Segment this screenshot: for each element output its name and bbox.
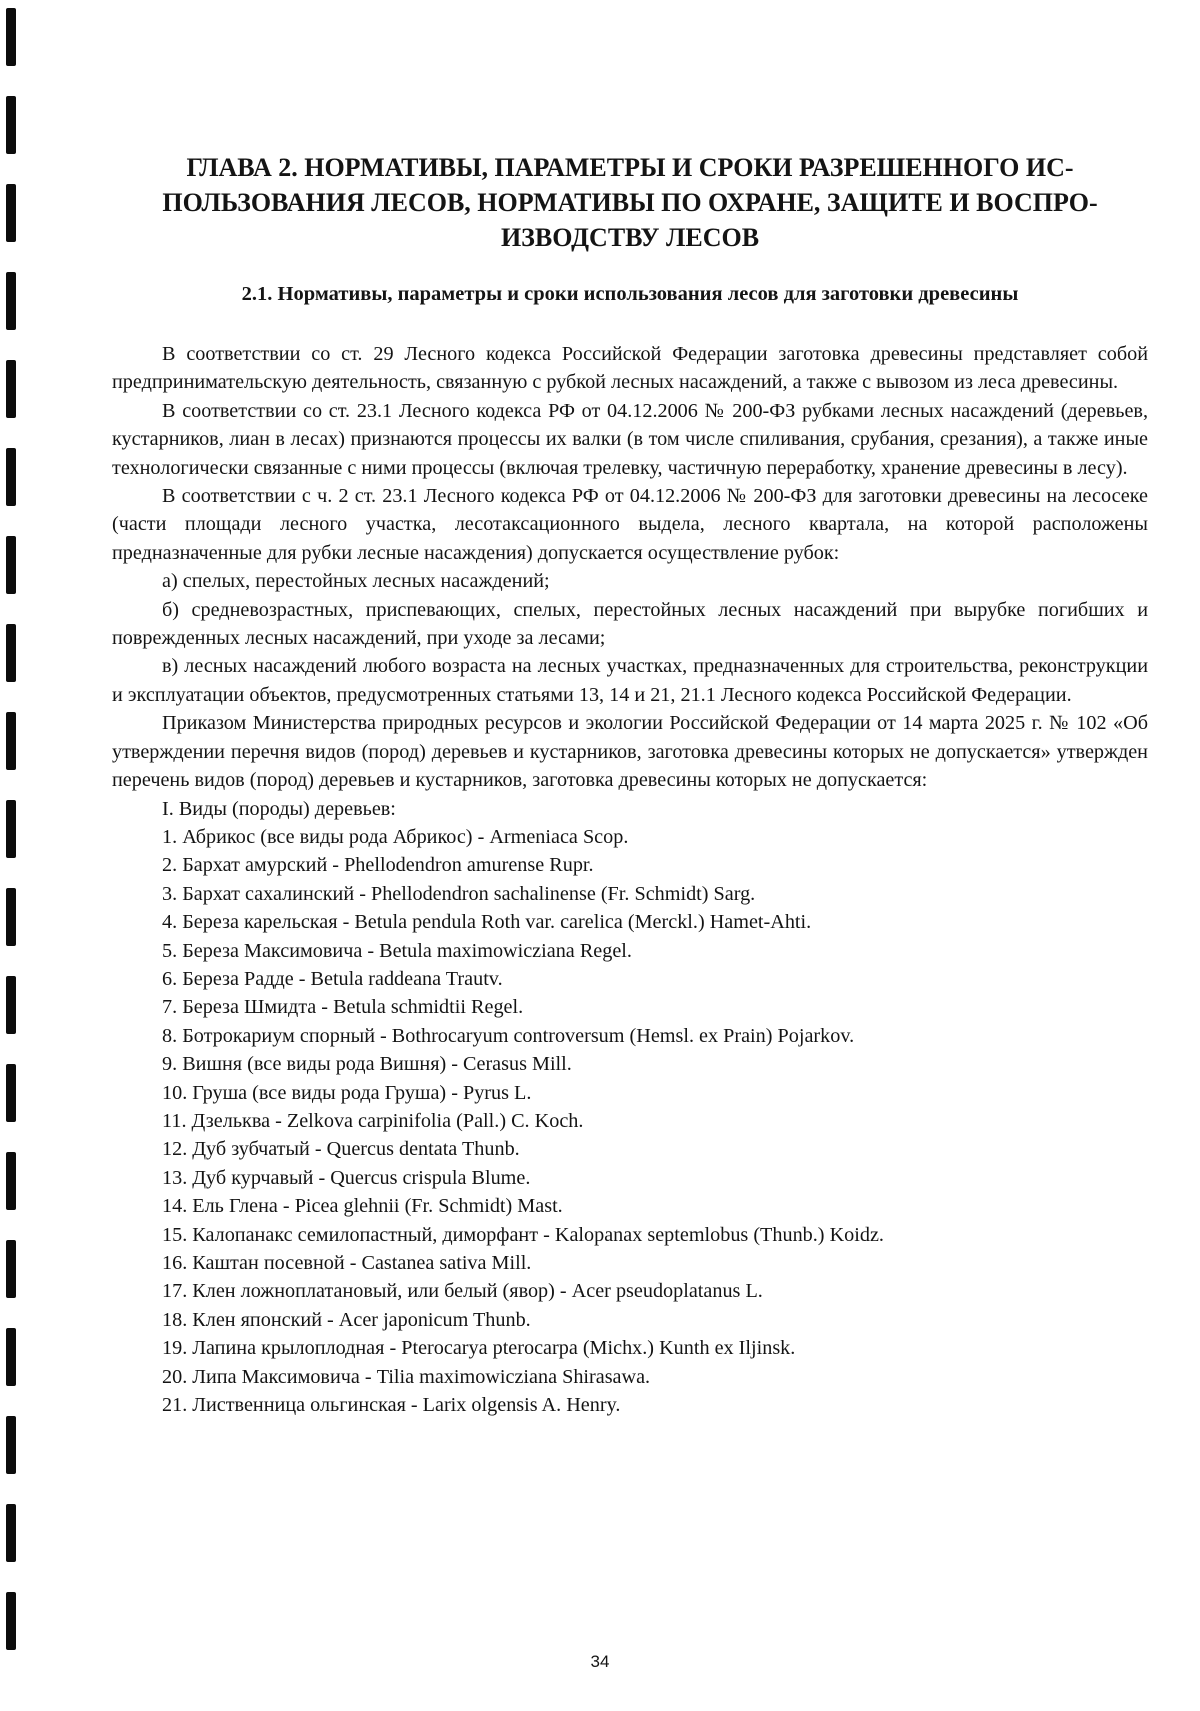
- list-item: 20. Липа Максимовича - Tilia maximowicziana Shirasawa.: [162, 1365, 651, 1388]
- paragraph: б) средневозрастных, приспевающих, спелых, перестойных лесных насаждений при вырубке погибших и поврежденных лесных насаждений, при уходе за лесами;: [112, 598, 1148, 650]
- list-item: 11. Дзельква - Zelkova carpinifolia (Pall.) C. Koch.: [162, 1109, 584, 1132]
- list-item: 2. Бархат амурский - Phellodendron amurense Rupr.: [162, 854, 594, 877]
- binding-hole: [6, 1592, 16, 1650]
- binding-hole: [6, 448, 16, 506]
- paragraph: а) спелых, перестойных лесных насаждений;: [162, 570, 550, 593]
- paragraph: Приказом Министерства природных ресурсов и экологии Российской Федерации от 14 марта 2025 г. № 102 «Об утверждении перечня видов (пород) деревьев и кустарников, заготовка древесины которых не допускается» утвержден перечень видов (пород) деревьев и кустарников, заготовка древесины которых не допускается:: [112, 712, 1148, 792]
- binding-hole: [6, 536, 16, 594]
- list-item: 1. Абрикос (все виды рода Абрикос) - Armeniaca Scop.: [162, 825, 629, 848]
- list-item: 3. Бархат сахалинский - Phellodendron sachalinense (Fr. Schmidt) Sarg.: [162, 882, 756, 905]
- binding-hole: [6, 1504, 16, 1562]
- binding-hole: [6, 976, 16, 1034]
- paragraph: В соответствии со ст. 23.1 Лесного кодекса РФ от 04.12.2006 № 200-ФЗ рубками лесных насаждений (деревьев, кустарников, лиан в лесах) признаются процессы их валки (в том числе спиливания, срубания, срезания), а также иные технологически связанные с ними процессы (включая трелевку, частичную переработку, хранение древесины в лесу).: [112, 399, 1148, 479]
- list-item: 19. Лапина крылоплодная - Pterocarya pterocarpa (Michx.) Kunth ex Iljinsk.: [162, 1337, 796, 1360]
- chapter-title-line: ГЛАВА 2. НОРМАТИВЫ, ПАРАМЕТРЫ И СРОКИ РАЗРЕШЕННОГО ИС-: [186, 153, 1074, 182]
- binding-hole: [6, 1152, 16, 1210]
- list-item: 13. Дуб курчавый - Quercus crispula Blume.: [162, 1166, 531, 1189]
- list-item: 17. Клен ложноплатановый, или белый (явор) - Acer pseudoplatanus L.: [162, 1280, 763, 1303]
- list-item: 9. Вишня (все виды рода Вишня) - Cerasus Mill.: [162, 1053, 572, 1076]
- species-list: [112, 823, 1148, 1420]
- list-item: 12. Дуб зубчатый - Quercus dentata Thunb.: [162, 1138, 520, 1161]
- list-item: 6. Береза Радде - Betula raddeana Trautv.: [162, 967, 503, 990]
- binding-hole: [6, 712, 16, 770]
- page-number: 34: [590, 1652, 610, 1671]
- paragraph: В соответствии с ч. 2 ст. 23.1 Лесного кодекса РФ от 04.12.2006 № 200-ФЗ для заготовки древесины на лесосеке (части площади лесного участка, лесотаксационного выдела, лесного квартала, на которой расположены предназначенные для рубки лесные насаждения) допускается осуществление рубок:: [112, 485, 1148, 564]
- binding-hole: [6, 624, 16, 682]
- binding-hole: [6, 888, 16, 946]
- paragraph: В соответствии со ст. 29 Лесного кодекса Российской Федерации заготовка древесины представляет собой предпринимательскую деятельность, связанную с рубкой лесных насаждений, а также с вывозом из леса древесины.: [112, 343, 1148, 394]
- list-item: 7. Береза Шмидта - Betula schmidtii Regel.: [162, 996, 524, 1019]
- binding-hole: [6, 360, 16, 418]
- paragraph: в) лесных насаждений любого возраста на лесных участках, предназначенных для строительства, реконструкции и эксплуатации объектов, предусмотренных статьями 13, 14 и 21, 21.1 Лесного кодекса Российской Федерации.: [112, 655, 1148, 706]
- list-item: 4. Береза карельская - Betula pendula Roth var. carelica (Merckl.) Hamet-Ahti.: [162, 911, 812, 934]
- list-item: 14. Ель Глена - Picea glehnii (Fr. Schmidt) Mast.: [162, 1195, 563, 1218]
- list-item: 15. Калопанакс семилопастный, диморфант - Kalopanax septemlobus (Thunb.) Koidz.: [162, 1223, 884, 1246]
- binding-holes: [6, 0, 30, 1711]
- list-item: 18. Клен японский - Acer japonicum Thunb.: [162, 1308, 531, 1331]
- binding-hole: [6, 184, 16, 242]
- binding-hole: [6, 1416, 16, 1474]
- binding-hole: [6, 272, 16, 330]
- chapter-title-line: ПОЛЬЗОВАНИЯ ЛЕСОВ, НОРМАТИВЫ ПО ОХРАНЕ, ЗАЩИТЕ И ВОСПРО-: [162, 188, 1098, 217]
- list-item: 8. Ботрокариум спорный - Bothrocaryum controversum (Hemsl. ex Prain) Pojarkov.: [162, 1024, 855, 1047]
- document-body: [112, 340, 1148, 1419]
- list-item: 16. Каштан посевной - Castanea sativa Mill.: [162, 1252, 532, 1274]
- binding-hole: [6, 1240, 16, 1298]
- binding-hole: [6, 8, 16, 66]
- chapter-title-line: ИЗВОДСТВУ ЛЕСОВ: [500, 223, 760, 252]
- chapter-title: [110, 150, 1150, 255]
- section-heading: 2.1. Нормативы, параметры и сроки использования лесов для заготовки древесины: [241, 283, 1019, 305]
- binding-hole: [6, 1328, 16, 1386]
- binding-hole: [6, 800, 16, 858]
- binding-hole: [6, 1064, 16, 1122]
- list-item: 10. Груша (все виды рода Груша) - Pyrus L.: [162, 1081, 532, 1104]
- list-heading: I. Виды (породы) деревьев:: [162, 797, 396, 820]
- binding-hole: [6, 96, 16, 154]
- list-item: 5. Береза Максимовича - Betula maximowicziana Regel.: [162, 939, 632, 962]
- list-item: 21. Лиственница ольгинская - Larix olgensis A. Henry.: [162, 1394, 621, 1417]
